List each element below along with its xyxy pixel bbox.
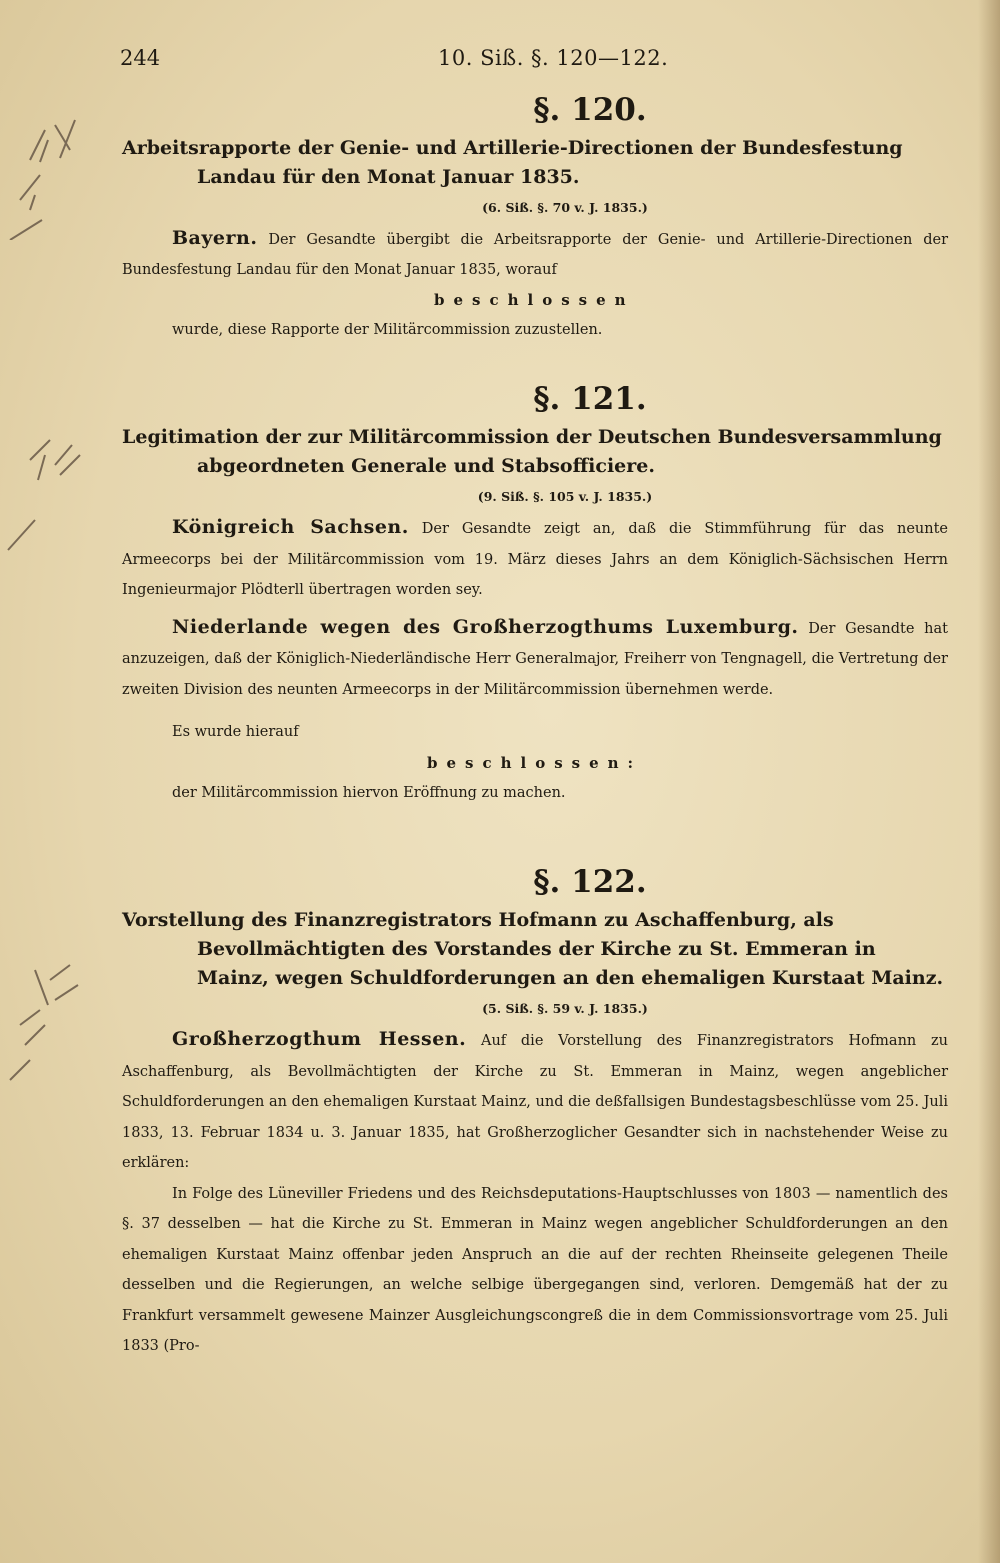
pencil-mark-122 (0, 950, 110, 1090)
page-edge-shadow (978, 0, 1000, 1563)
pencil-mark-121 (0, 420, 110, 560)
paragraph (122, 512, 948, 606)
section-mark: §. 121. (533, 381, 647, 417)
paragraph-lead: Großherzogthum Hessen. (172, 1028, 467, 1050)
section-reference: (6. Siß. §. 70 v. J. 1835.) (482, 200, 648, 215)
page-header (120, 46, 680, 76)
section-mark: §. 122. (533, 864, 647, 900)
margin-pencil-marks (0, 0, 120, 1563)
paragraph (122, 612, 948, 706)
section-reference: (9. Siß. §. 105 v. J. 1835.) (477, 489, 653, 504)
section-122 (122, 864, 948, 1362)
paragraph-lead: Niederlande wegen des Großherzogthums Luxemburg. (172, 615, 799, 638)
pencil-mark-120 (0, 100, 110, 240)
section-120 (122, 92, 948, 345)
paragraph (122, 223, 948, 285)
paragraph-text: Der Gesandte zeigt an, daß die Stimmführung für das neunte Armeecorps bei der Militärcommission vom 19. März dieses Jahrs an dem Königlich-Sächsischen Herrn Ingenieurmajor Plödterll übertragen worden sey. (122, 521, 948, 598)
paragraph: In Folge des Lüneviller Friedens und des Reichsdeputations-Hauptschlusses von 1803 — namentlich des §. 37 desselben — hat die Kirche zu St. Emmeran in Mainz wegen angeblicher Schuldforderungen an den ehemaligen Kurstaat Mainz offenbar jeden Anspruch an die auf der rechten Rheinseite gelegenen Theile desselben und die Regierungen, an welche selbige übergegangen sind, verloren. Demgemäß hat der zu Frankfurt versammelt gewesene Mainzer Ausgleichungscongreß die in dem Commissionsvortrage vom 25. Juli 1833 (Pro- (122, 1185, 948, 1354)
paragraph: Es wurde hierauf (172, 724, 299, 740)
section-title: Legitimation der zur Militärcommission der Deutschen Bundesversammlung abgeordneten Generale und Stabsofficiere. (122, 426, 942, 477)
running-head: 10. Siß. §. 120—122. (438, 46, 669, 70)
resolved-line: beschlossen: (427, 753, 643, 772)
page-number: 244 (120, 46, 161, 70)
paragraph-text: Der Gesandte übergibt die Arbeitsrapporte der Genie- und Artillerie-Directionen der Bundesfestung Landau für den Monat Januar 1835, worauf (122, 232, 949, 278)
paragraph: der Militärcommission hiervon Eröffnung zu machen. (172, 784, 566, 801)
paragraph-lead: Bayern. (172, 227, 258, 249)
page-content (122, 86, 948, 1362)
resolved-line: beschlossen (434, 291, 635, 309)
paragraph-text: Der Gesandte hat anzuzeigen, daß der Königlich-Niederländische Herr Generalmajor, Freiherr von Tengnagell, die Vertretung der zweiten Division des neunten Armeecorps in der Militärcommission übernehmen werde. (122, 620, 948, 698)
section-title: Arbeitsrapporte der Genie- und Artillerie-Directionen der Bundesfestung Landau für den Monat Januar 1835. (122, 137, 903, 188)
paragraph (122, 1024, 948, 1179)
section-gap (122, 808, 948, 858)
section-reference: (5. Siß. §. 59 v. J. 1835.) (482, 1001, 648, 1016)
section-gap (122, 345, 948, 375)
section-title: Vorstellung des Finanzregistrators Hofmann zu Aschaffenburg, als Bevollmächtigten des Vorstandes der Kirche zu St. Emmeran in Mainz, wegen Schuldforderungen an den ehemaligen Kurstaat Mainz. (122, 909, 944, 989)
paragraph: wurde, diese Rapporte der Militärcommission zuzustellen. (172, 322, 603, 338)
paragraph-text: Auf die Vorstellung des Finanzregistrators Hofmann zu Aschaffenburg, als Bevollmächtigten der Kirche zu St. Emmeran in Mainz, wegen angeblicher Schuldforderungen an den ehemaligen Kurstaat Mainz, und die deßfallsigen Bundestagsbeschlüsse vom 25. Juli 1833, 13. Februar 1834 u. 3. Januar 1835, hat Großherzoglicher Gesandter sich in nachstehender Weise zu erklären: (122, 1033, 948, 1171)
section-mark: §. 120. (533, 92, 647, 128)
section-121 (122, 381, 948, 808)
paragraph-lead: Königreich Sachsen. (172, 516, 409, 538)
